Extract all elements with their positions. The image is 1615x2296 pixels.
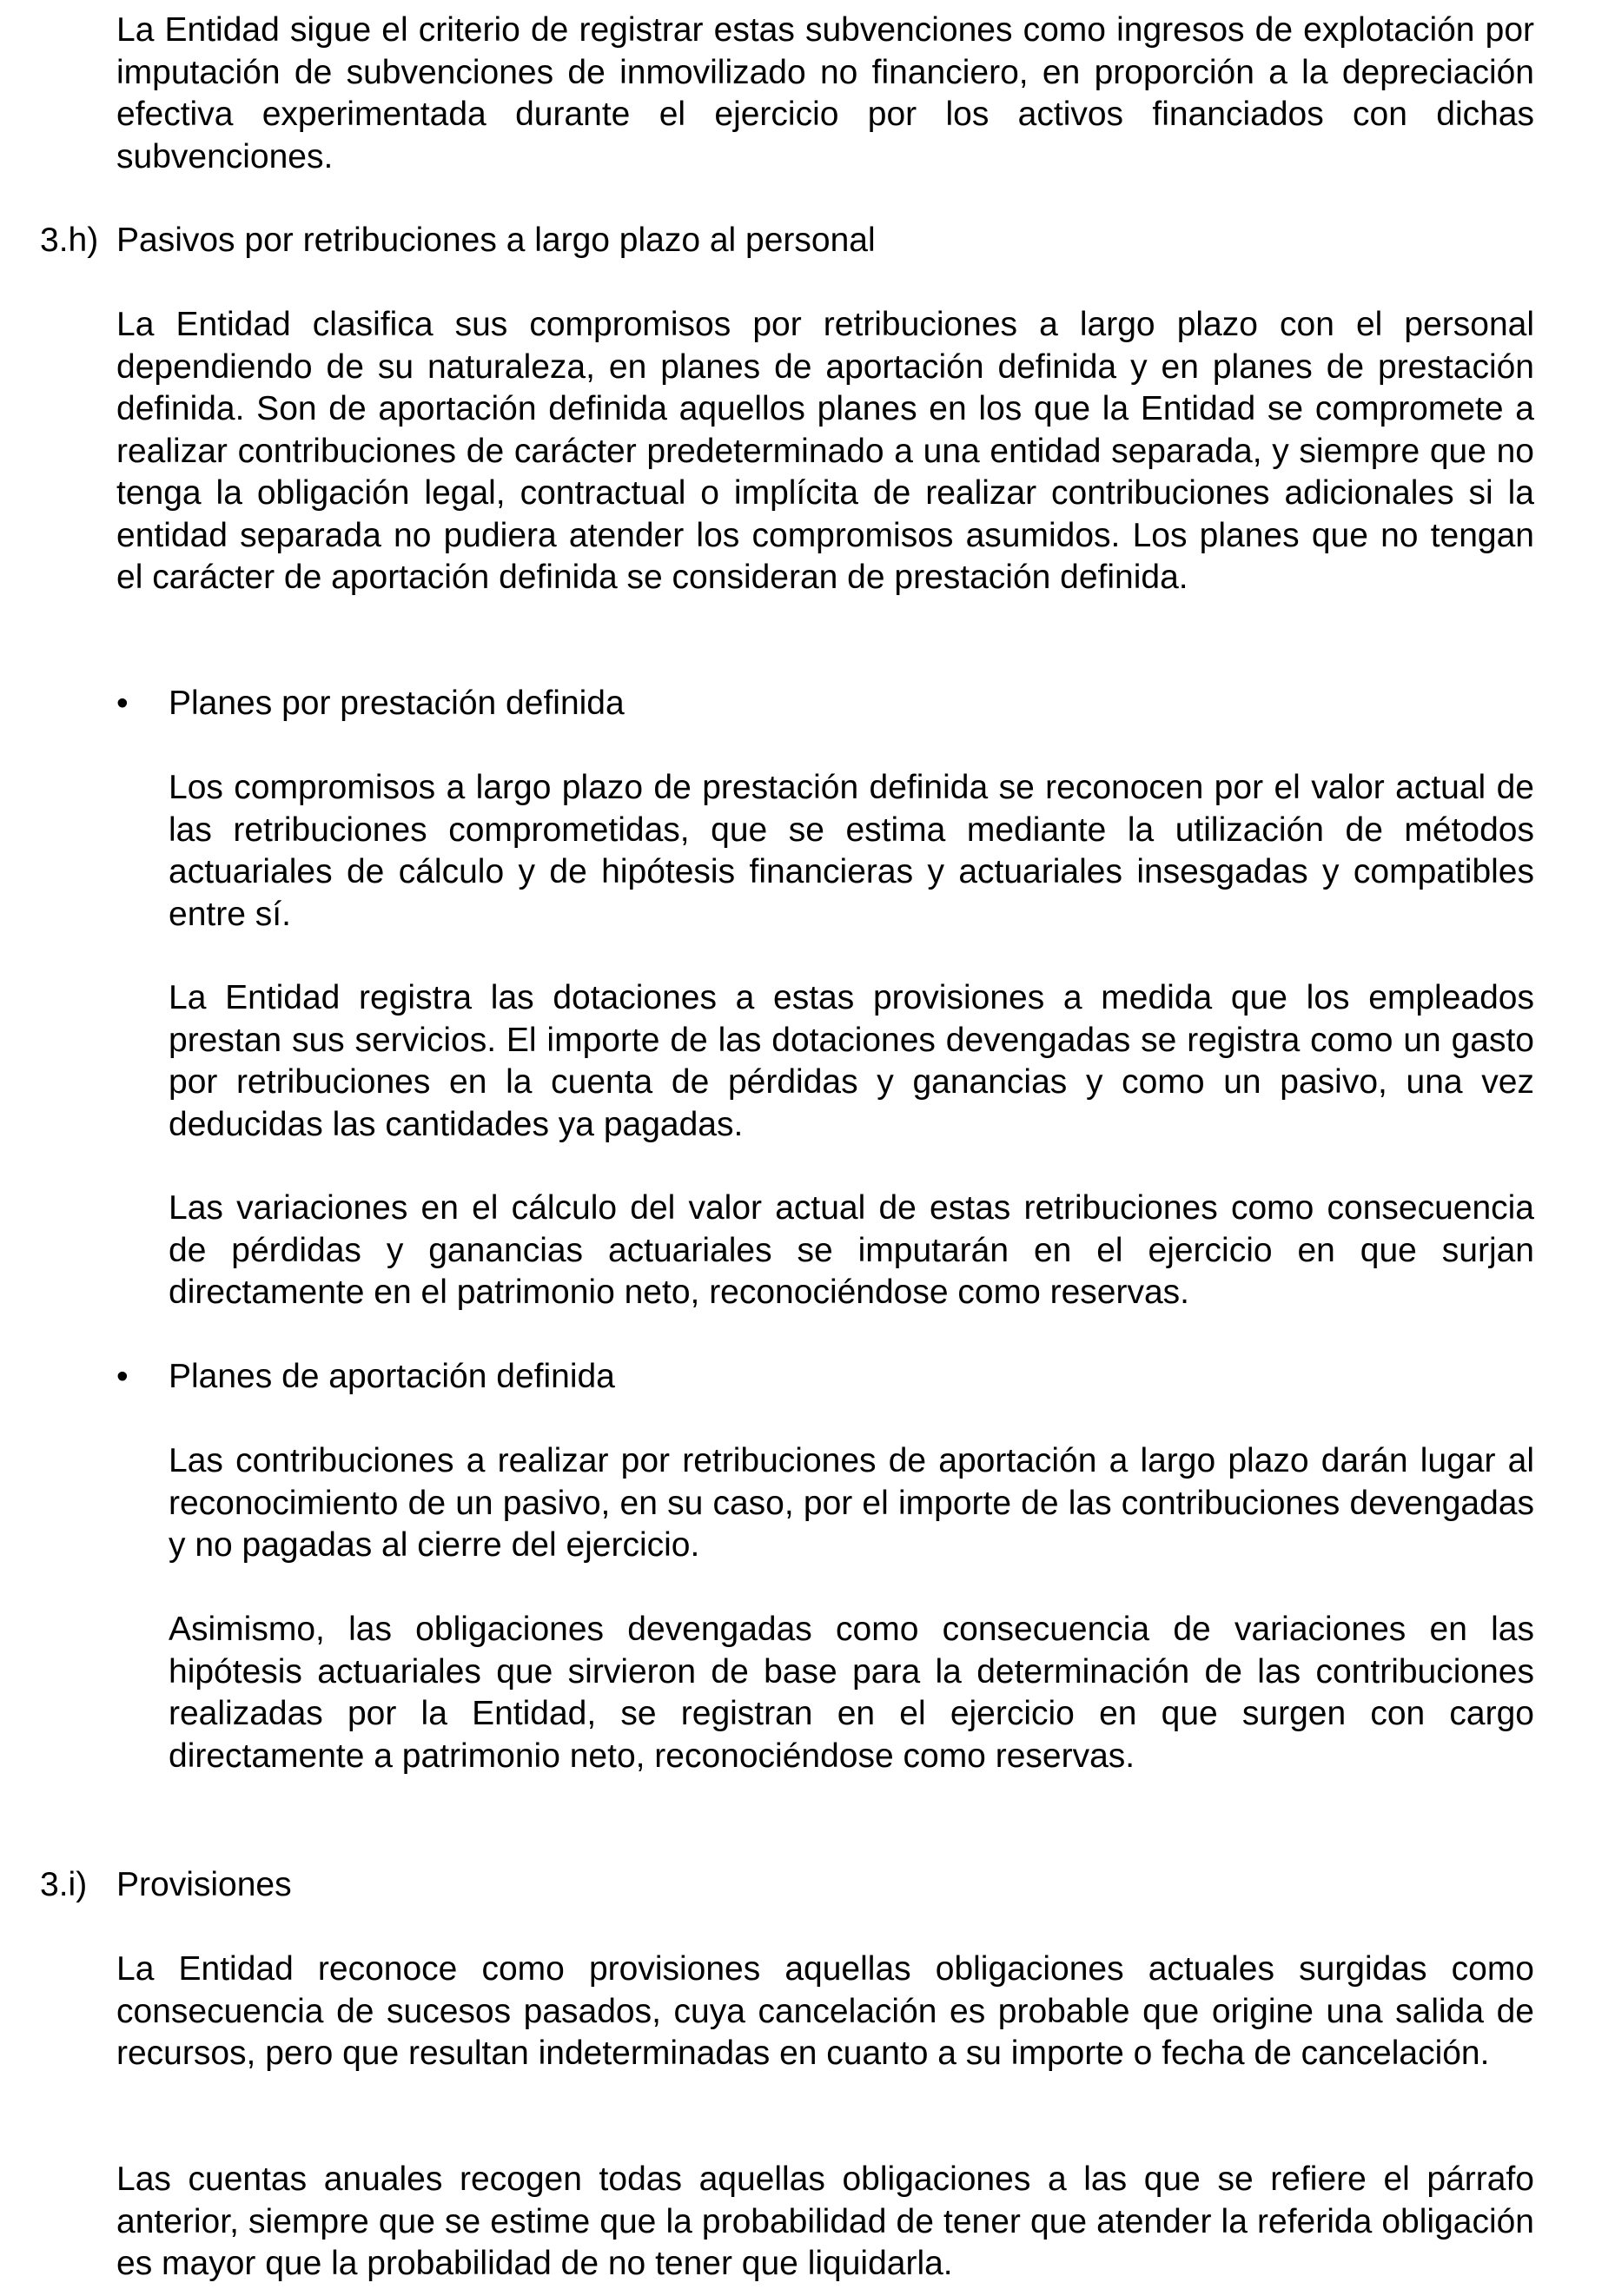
paragraph-contribuciones: Las contribuciones a realizar por retribuciones de aportación a largo plazo darán lugar al reconocimiento de un pasivo, en su caso, por el importe de las contribuciones devengadas y no pagadas al cierre del ejercicio. bbox=[169, 1442, 1534, 1564]
section-number: 3.i) bbox=[40, 1866, 88, 1903]
paragraph-cuentas-anuales: Las cuentas anuales recogen todas aquellas obligaciones a las que se refiere el párrafo anterior, siempre que se estime que la probabilidad de tener que atender la referida obligación es mayor que la probabilidad de no tener que liquidarla. bbox=[116, 2160, 1534, 2282]
bullet-aportacion-definida bbox=[0, 1356, 1615, 1399]
paragraph-prestacion-reconocimiento: Los compromisos a largo plazo de prestación definida se reconocen por el valor actual de las retribuciones comprometidas, que se estima mediante la utilización de métodos actuariales de cálculo y de hipótesis financieras y actuariales insesgadas y compatibles entre sí. bbox=[169, 769, 1534, 933]
paragraph-provisiones: La Entidad reconoce como provisiones aquellas obligaciones actuales surgidas como consecuencia de sucesos pasados, cuya cancelación es probable que origine una salida de recursos, pero que resultan indeterminadas en cuanto a su importe o fecha de cancelación. bbox=[116, 1950, 1534, 2072]
section-title: Pasivos por retribuciones a largo plazo al personal bbox=[116, 222, 876, 259]
section-number: 3.h) bbox=[40, 222, 99, 259]
bullet-marker: • bbox=[116, 1358, 129, 1395]
bullet-label: Planes de aportación definida bbox=[169, 1358, 615, 1395]
bullet-label: Planes por prestación definida bbox=[169, 685, 625, 722]
bullet-marker: • bbox=[116, 685, 129, 722]
paragraph-compromisos: La Entidad clasifica sus compromisos por retribuciones a largo plazo con el personal dependiendo de su naturaleza, en planes de aportación definida y en planes de prestación definida. Son de aportación definida aquellos planes en los que la Entidad se compromete a realizar contribuciones de carácter predeterminado a una entidad separada, y siempre que no tenga la obligación legal, contractual o implícita de realizar contribuciones adicionales si la entidad separada no pudiera atender los compromisos asumidos. Los planes que no tengan el carácter de aportación definida se consideran de prestación definida. bbox=[116, 306, 1534, 596]
paragraph-subvenciones: La Entidad sigue el criterio de registrar estas subvenciones como ingresos de explotación por imputación de subvenciones de inmovilizado no financiero, en proporción a la depreciación efectiva experimentada durante el ejercicio por los activos financiados con dichas subvenciones. bbox=[116, 11, 1534, 175]
paragraph-asimismo: Asimismo, las obligaciones devengadas como consecuencia de variaciones en las hipótesis actuariales que sirvieron de base para la determinación de las contribuciones realizadas por la Entidad, se registran en el ejercicio en que surgen con cargo directamente a patrimonio neto, reconociéndose como reservas. bbox=[169, 1611, 1534, 1775]
section-title: Provisiones bbox=[116, 1866, 292, 1903]
paragraph-dotaciones: La Entidad registra las dotaciones a estas provisiones a medida que los empleados prestan sus servicios. El importe de las dotaciones devengadas se registra como un gasto por retribuciones en la cuenta de pérdidas y ganancias y como un pasivo, una vez deducidas las cantidades ya pagadas. bbox=[169, 979, 1534, 1143]
bullet-prestacion-definida bbox=[0, 683, 1615, 725]
paragraph-variaciones: Las variaciones en el cálculo del valor actual de estas retribuciones como consecuencia de pérdidas y ganancias actuariales se imputarán en el ejercicio en que surjan directamente en el patrimonio neto, reconociéndose como reservas. bbox=[169, 1189, 1534, 1311]
section-heading-3i bbox=[0, 1864, 1615, 1907]
section-heading-3h bbox=[0, 220, 1615, 262]
